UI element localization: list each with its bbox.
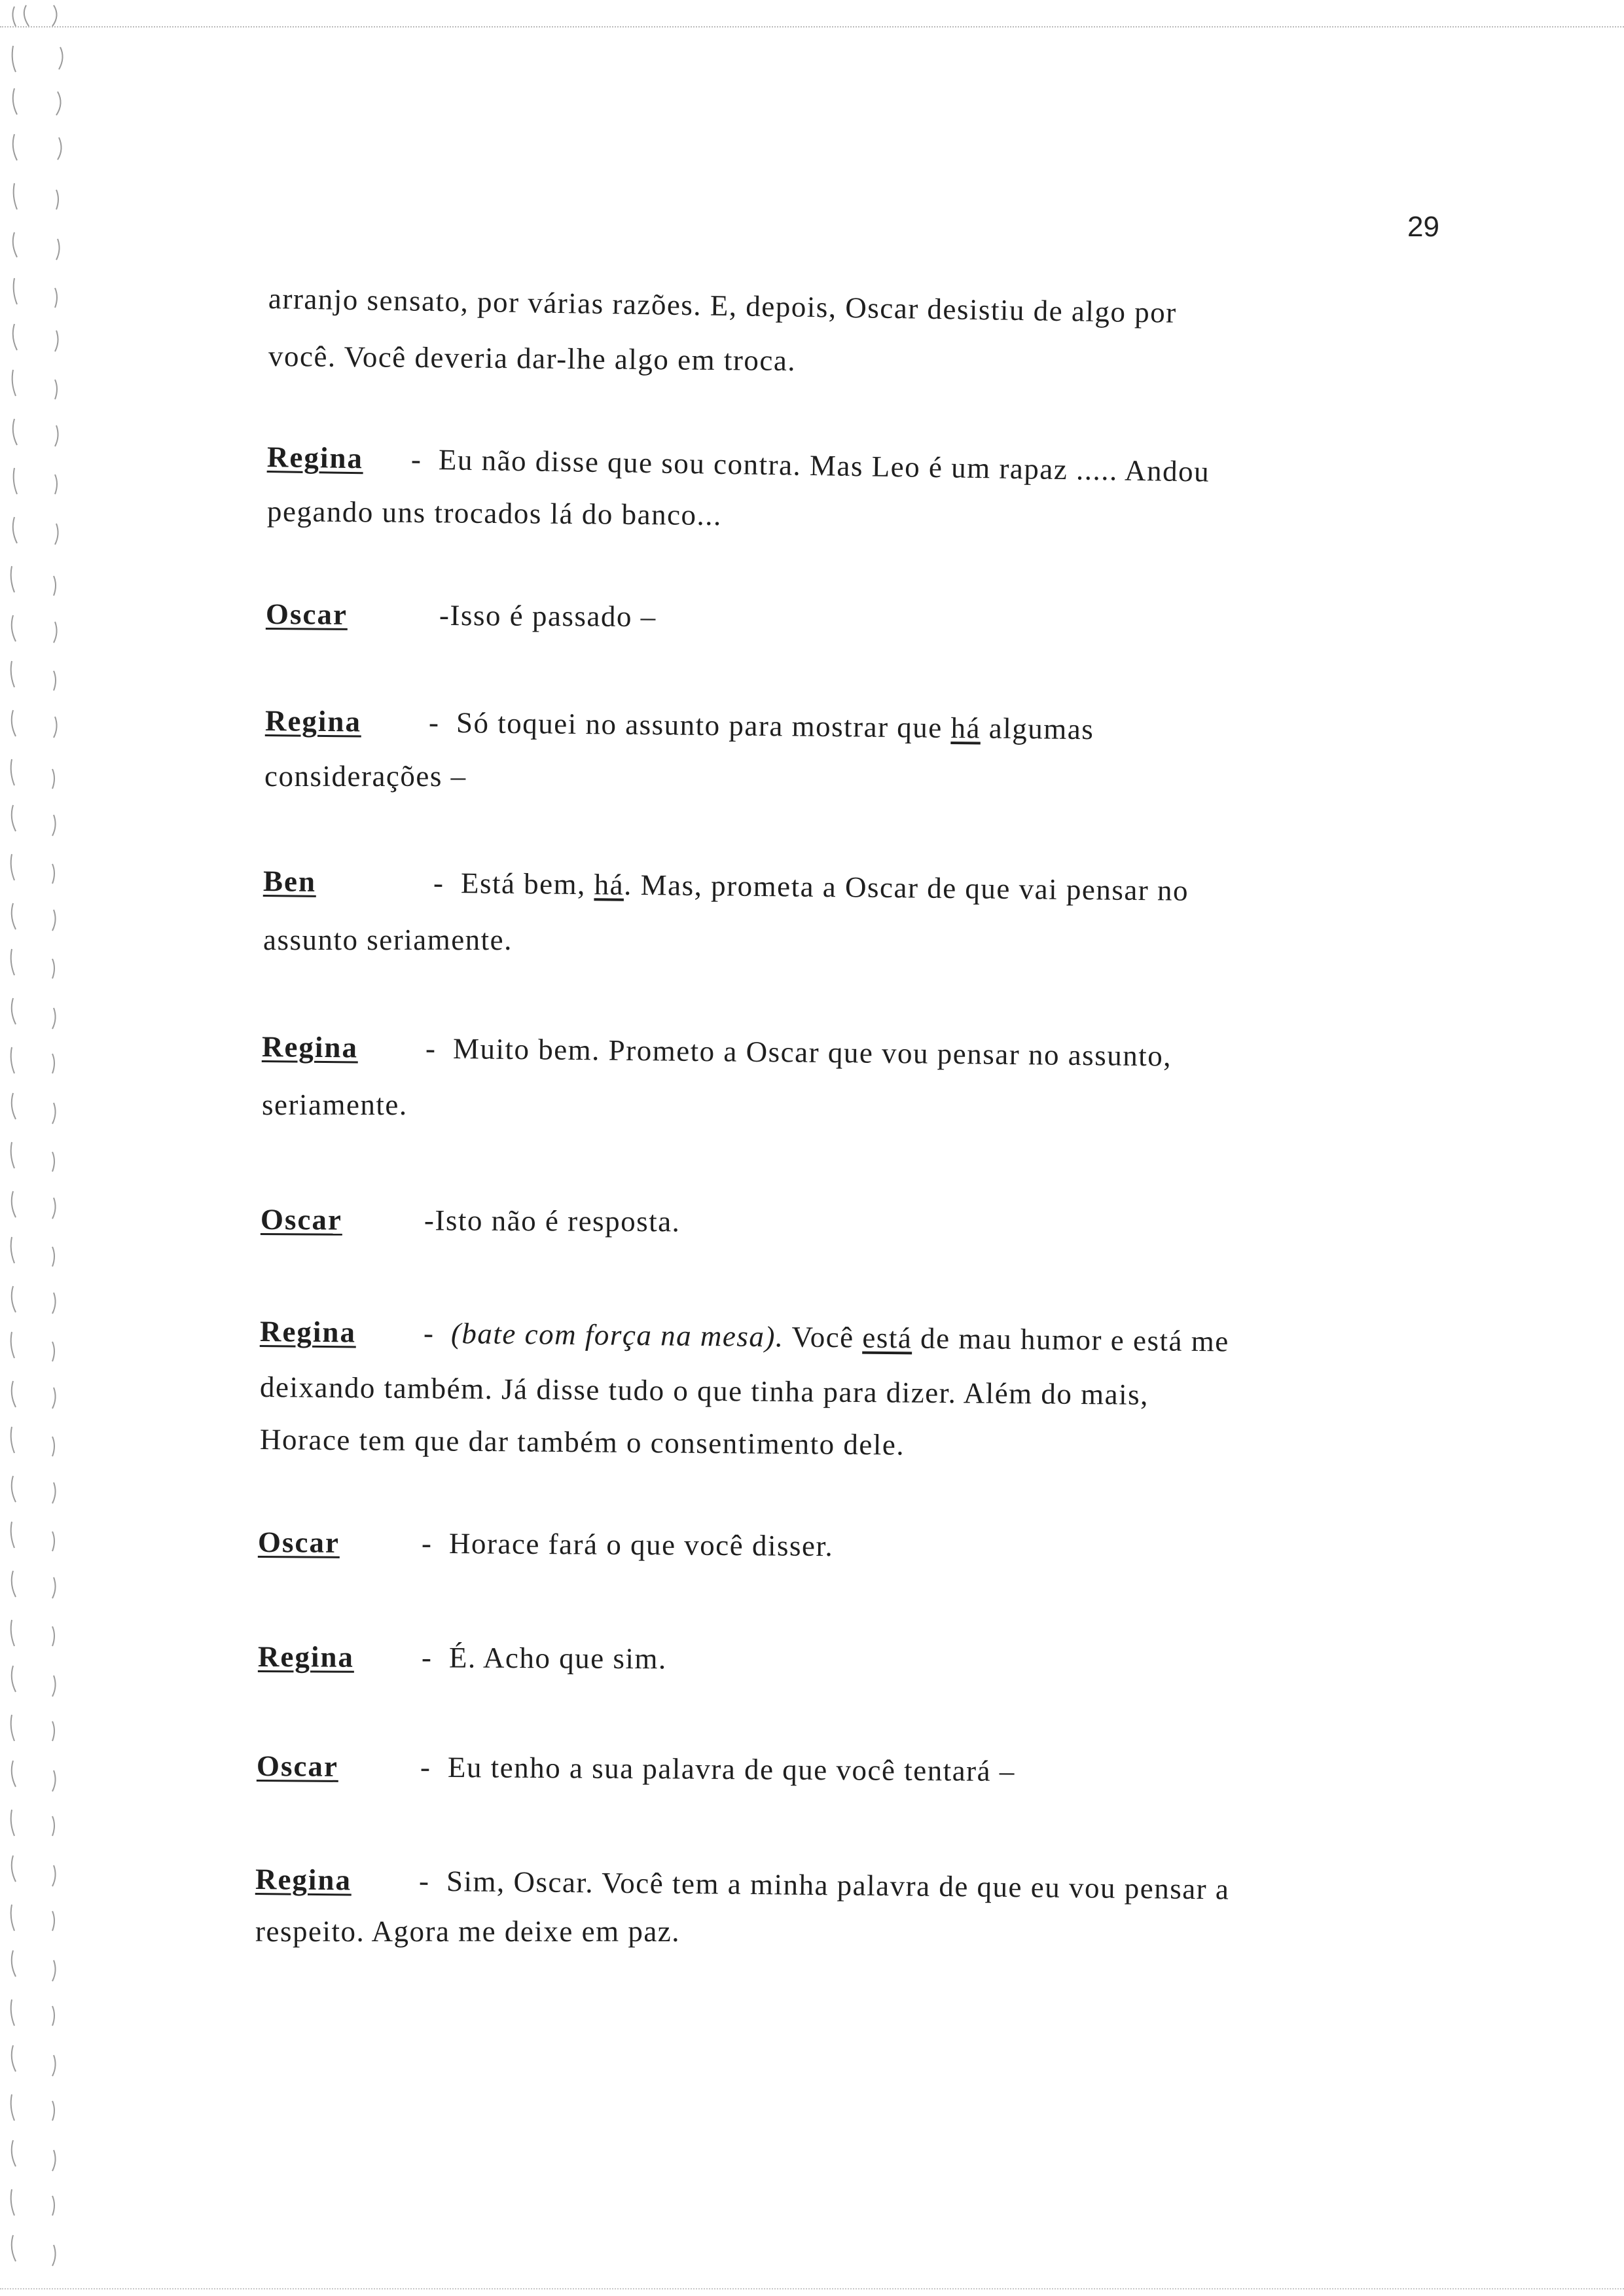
dialogue-text: algumas bbox=[980, 711, 1094, 746]
scan-bottom-edge bbox=[0, 2288, 1624, 2289]
dialogue-entry-regina bbox=[258, 1640, 667, 1676]
underlined-word: está bbox=[862, 1321, 912, 1355]
dialogue-text: -Isso é passado – bbox=[439, 598, 657, 634]
dialogue-dash: - bbox=[418, 1864, 430, 1897]
dialogue-continuation: respeito. Agora me deixe em paz. bbox=[255, 1915, 681, 1948]
dialogue-dash: - bbox=[421, 1641, 433, 1674]
dialogue-continuation: considerações – bbox=[264, 760, 467, 793]
dialogue-text: Está bem, bbox=[460, 867, 594, 901]
dialogue-text: Muito bem. Prometo a Oscar que vou pensar no assunto, bbox=[452, 1032, 1172, 1073]
continuation-line-2: você. Você deveria dar-lhe algo em troca. bbox=[268, 340, 797, 378]
dialogue-dash: - bbox=[410, 442, 422, 476]
dialogue-entry-oscar bbox=[266, 597, 657, 634]
dialogue-continuation: assunto seriamente. bbox=[263, 924, 513, 956]
speaker-name: Regina bbox=[264, 704, 362, 738]
dialogue-entry-oscar bbox=[257, 1749, 1015, 1788]
dialogue-dash: - bbox=[428, 706, 440, 739]
dialogue-text: -Isto não é resposta. bbox=[424, 1204, 681, 1238]
dialogue-entry-regina bbox=[260, 1314, 1229, 1359]
dialogue-entry-ben bbox=[263, 864, 1189, 908]
dialogue-text: de mau humor e está me bbox=[912, 1321, 1229, 1358]
dialogue-text: Eu tenho a sua palavra de que você tentará – bbox=[447, 1751, 1016, 1788]
speaker-name: Regina bbox=[266, 440, 364, 475]
dialogue-entry-regina bbox=[267, 440, 1210, 489]
speaker-name: Ben bbox=[262, 865, 317, 898]
binding-hole-marks bbox=[0, 0, 105, 2296]
dialogue-dash: - bbox=[420, 1750, 431, 1784]
page-number: 29 bbox=[1407, 211, 1439, 243]
dialogue-dash: - bbox=[433, 866, 444, 899]
dialogue-continuation: pegando uns trocados lá do banco... bbox=[266, 495, 723, 532]
speaker-name: Oscar bbox=[256, 1749, 339, 1783]
speaker-name: Regina bbox=[261, 1030, 359, 1064]
dialogue-text: . Mas, prometa a Oscar de que vai pensar no bbox=[623, 868, 1189, 907]
dialogue-text: É. Acho que sim. bbox=[448, 1641, 667, 1676]
dialogue-text: Sim, Oscar. Você tem a minha palavra de que eu vou pensar a bbox=[446, 1865, 1230, 1906]
underlined-word: há bbox=[950, 711, 981, 745]
dialogue-entry-regina bbox=[265, 704, 1094, 746]
speaker-name: Oscar bbox=[265, 598, 348, 631]
speaker-name: Oscar bbox=[257, 1526, 340, 1559]
speaker-name: Oscar bbox=[260, 1203, 343, 1236]
stage-direction: (bate com força na mesa). bbox=[450, 1317, 784, 1354]
dialogue-text: Horace fará o que você disser. bbox=[448, 1527, 834, 1563]
scan-top-edge bbox=[0, 26, 1624, 27]
dialogue-text: Eu não disse que sou contra. Mas Leo é um rapaz ..... Andou bbox=[438, 443, 1210, 488]
dialogue-entry-oscar bbox=[261, 1202, 681, 1238]
dialogue-text: Você bbox=[784, 1320, 863, 1354]
dialogue-continuation: seriamente. bbox=[262, 1088, 408, 1121]
dialogue-dash: - bbox=[421, 1526, 433, 1560]
dialogue-entry-regina bbox=[262, 1030, 1172, 1073]
dialogue-continuation: deixando também. Já disse tudo o que tinha para dizer. Além do mais, bbox=[259, 1371, 1149, 1411]
speaker-name: Regina bbox=[259, 1315, 357, 1349]
dialogue-entry-oscar bbox=[258, 1525, 834, 1563]
dialogue-continuation: Horace tem que dar também o consentimento dele. bbox=[259, 1423, 905, 1462]
speaker-name: Regina bbox=[255, 1863, 352, 1897]
continuation-line-1: arranjo sensato, por várias razões. E, depois, Oscar desistiu de algo por bbox=[268, 282, 1178, 329]
underlined-word: há bbox=[594, 868, 624, 901]
dialogue-entry-regina bbox=[255, 1862, 1230, 1907]
dialogue-dash: - bbox=[423, 1316, 435, 1350]
dialogue-text: Só toquei no assunto para mostrar que bbox=[456, 706, 951, 744]
speaker-name: Regina bbox=[257, 1640, 355, 1674]
dialogue-dash: - bbox=[425, 1031, 437, 1065]
